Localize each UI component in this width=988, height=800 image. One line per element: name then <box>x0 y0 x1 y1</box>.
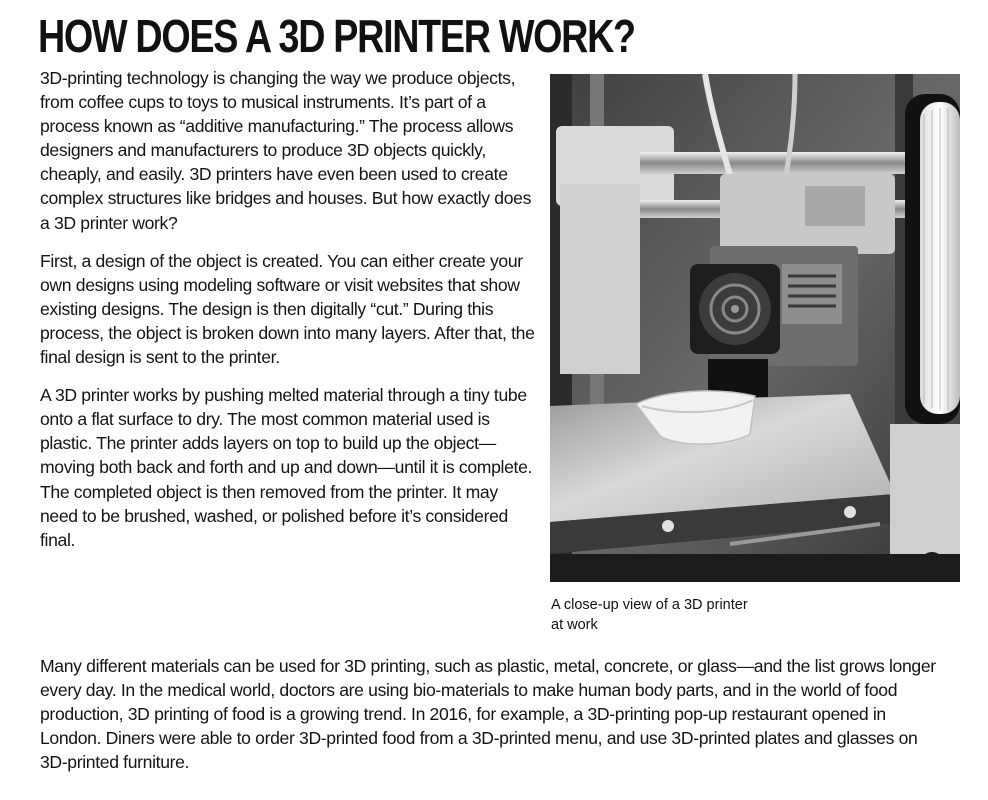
printer-photo <box>550 74 960 582</box>
printer-illustration <box>550 74 960 582</box>
paragraph-process: A 3D printer works by pushing melted material through a tiny tube onto a flat surface to dry. The most common material used is plastic. The printer adds layers on top to build up the object—moving both back and forth and up and down—until it is complete. The completed object is then removed from the printer. It may need to be brushed, washed, or polished before it’s considered final. <box>40 385 533 550</box>
article-body <box>40 66 540 566</box>
paragraph-design: First, a design of the object is created. You can either create your own designs using modeling software or visit websites that show existing designs. The design is then digitally “cut.” During this process, the object is broken down into many layers. After that, the final design is sent to the printer. <box>40 250 535 368</box>
paragraph-intro: 3D-printing technology is changing the way we produce objects, from coffee cups to toys to musical instruments. It’s part of a process known as “additive manufacturing.” The process allows designers and manufacturers to produce 3D objects quickly, cheaply, and easily. 3D printers have even been used to create complex structures like bridges and houses. But how exactly does a 3D printer work? <box>40 68 532 233</box>
page-title: HOW DOES A 3D PRINTER WORK? <box>38 10 635 62</box>
paragraph-materials: Many different materials can be used for 3D printing, such as plastic, metal, concrete, or glass—and the list grows longer every day. In the medical world, doctors are using bio-materials to make human body parts, and in the world of food production, 3D printing of food is a growing trend. In 2016, for example, a 3D-printing pop-up restaurant opened in London. Diners were able to order 3D-printed food from a 3D-printed menu, and use 3D-printed plates and glasses on 3D-printed furniture. <box>40 656 936 773</box>
photo-caption: A close-up view of a 3D printer at work <box>551 597 748 633</box>
